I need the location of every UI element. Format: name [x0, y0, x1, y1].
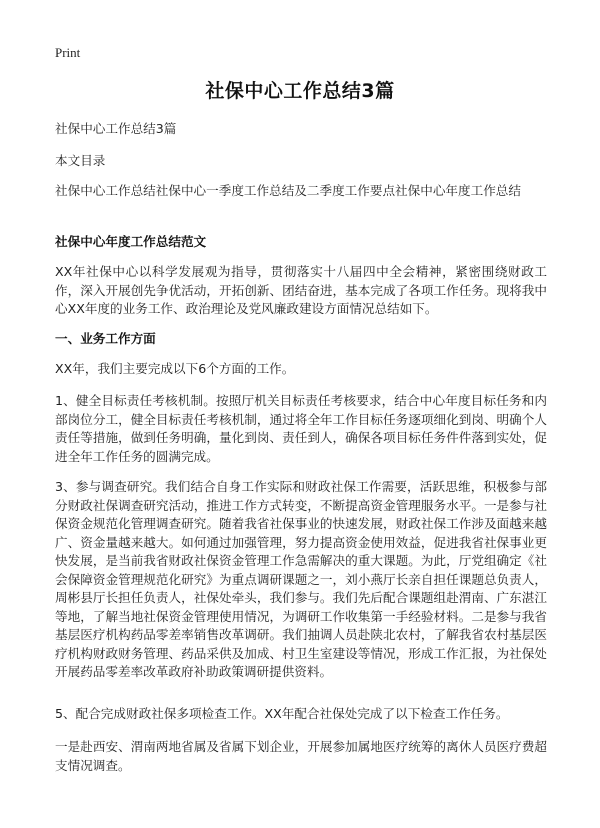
item-1-paragraph: 1、健全目标责任考核机制。按照厅机关目标责任考核要求，结合中心年度目标任务和内部岗位分工，健全目标责任考核机制，通过将全年工作目标任务逐项细化到岗、明确个人责任等措施，做到任务明确，量化到岗、责任到人，确保各项目标任务件件落到实处，促进全年工作任务的圆满完成。 — [55, 393, 547, 464]
section-heading: 社保中心年度工作总结范文 — [55, 234, 207, 249]
document-subtitle: 社保中心工作总结3篇 — [55, 121, 177, 136]
page-title: 社保中心工作总结3篇 — [205, 80, 395, 102]
item-3-paragraph: 3、参与调查研究。我们结合自身工作实际和财政社保工作需要，活跃思维，积极参与部分财政社保调查研究活动，推进工作方式转变，不断提高资金管理服务水平。一是参与社保资金规范化管理调查研究。随着我省社保事业的快速发展，财政社保工作涉及面越来越广、资金量越来越大。如何通过加强管理，努力提高资金使用效益，促进我省社保事业更快发展，是当前我省财政社保资金管理工作急需解决的重大课题。为此，厅党组确定《社会保障资金管理规范化研究》为重点调研课题之一，刘小燕厅长亲自担任课题总负责人，周彬县厅长担任负责人，社保处牵头，我们参与。我们先后配合课题组赴渭南、广东湛江等地，了解当地社保资金管理使用情况，为调研工作收集第一手经验材料。二是参与我省基层医疗机构药品零差率销售改革调研。我们抽调人员赴陕北农村，了解我省农村基层医疗机构财政财务管理、药品采供及加成、村卫生室建设等情况，形成工作汇报，为社保处开展药品零差率改革政府补助政策调研提供资料。 — [55, 479, 547, 679]
intro-paragraph: XX年社保中心以科学发展观为指导，贯彻落实十八届四中全会精神，紧密围绕财政工作，深入开展创先争优活动，开拓创新、团结奋进，基本完成了各项工作任务。现将我中心XX年度的业务工作、政治理论及党风廉政建设方面情况总结如下。 — [55, 264, 547, 316]
toc-text: 社保中心工作总结社保中心一季度工作总结及二季度工作要点社保中心年度工作总结 — [55, 183, 521, 198]
item-5-detail-paragraph: 一是赴西安、渭南两地省属及省属下划企业，开展参加属地医疗统筹的离休人员医疗费超支情况调查。 — [55, 739, 547, 773]
print-link[interactable]: Print — [55, 45, 81, 60]
part-heading: 一、业务工作方面 — [55, 331, 156, 346]
overview-paragraph: XX年，我们主要完成以下6个方面的工作。 — [55, 361, 295, 376]
toc-label: 本文目录 — [55, 153, 106, 168]
item-5-paragraph: 5、配合完成财政社保多项检查工作。XX年配合社保处完成了以下检查工作任务。 — [55, 706, 509, 721]
